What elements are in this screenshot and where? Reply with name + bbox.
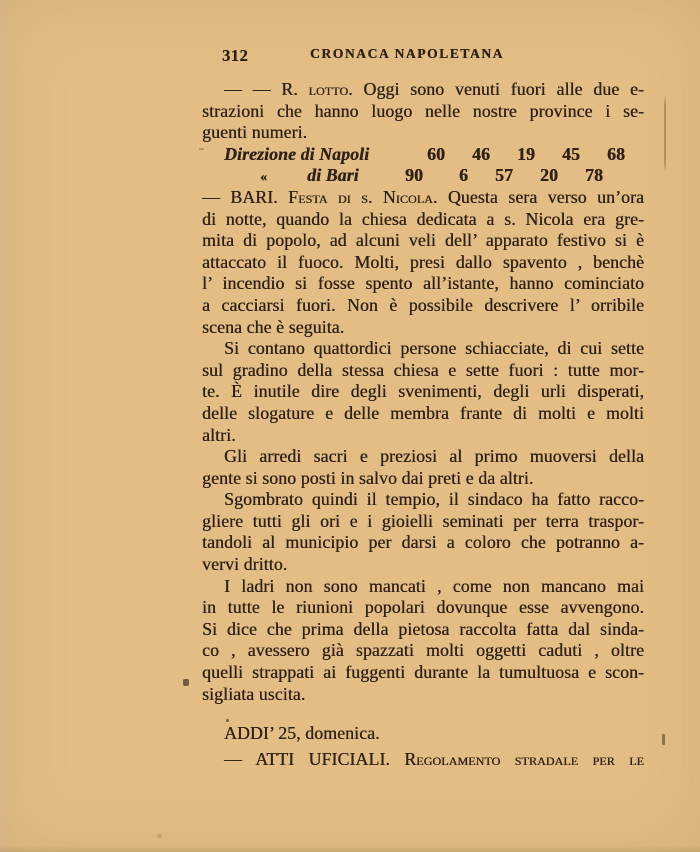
small-caps-text: lotto bbox=[308, 79, 349, 99]
body-text: co , avessero già spazzati molti oggetti caduti , oltre bbox=[202, 640, 644, 661]
text-line bbox=[202, 403, 644, 425]
body-text: quelli strappati ai fuggenti durante la tumultuosa e scon- bbox=[202, 662, 644, 683]
lotto-number: 68 bbox=[607, 143, 625, 164]
body-text: Si dice che prima della pietosa raccolta fatta dal sinda- bbox=[202, 618, 644, 639]
page-text bbox=[202, 79, 644, 770]
text-line bbox=[202, 468, 644, 490]
text-line bbox=[202, 79, 644, 101]
text-line bbox=[202, 723, 644, 745]
lotto-number: 45 bbox=[562, 143, 580, 164]
lotto-number: 19 bbox=[517, 143, 535, 164]
body-text: attaccato il fuoco. Molti, presi dallo spavento , benchè bbox=[202, 251, 644, 272]
scan-artifact-tick bbox=[662, 734, 665, 745]
page-bottom-edge bbox=[0, 846, 700, 852]
body-text: — — R. bbox=[224, 79, 309, 99]
text-line bbox=[202, 662, 644, 684]
lotto-row bbox=[202, 165, 644, 187]
body-text: strazioni che hanno luogo nelle nostre province i se- bbox=[202, 100, 644, 121]
text-line bbox=[202, 640, 644, 662]
page-left-edge bbox=[0, 0, 19, 852]
running-title: CRONACA NAPOLETANA bbox=[310, 46, 504, 61]
text-line bbox=[202, 425, 644, 447]
text-line bbox=[202, 252, 644, 274]
body-text: vervi dritto. bbox=[202, 554, 288, 575]
body-text: Gli arredi sacri e preziosi al primo muoversi della bbox=[224, 446, 644, 467]
body-text: gliere tutti gli ori e i gioielli seminati per terra traspor- bbox=[202, 510, 644, 531]
body-text: Sgombrato quindi il tempio, il sindaco ha fatto racco- bbox=[224, 489, 644, 510]
body-text: in tutte le riunioni popolari dovunque esse avvengono. bbox=[202, 597, 644, 618]
lotto-row bbox=[202, 144, 644, 166]
body-text: — ATTI UFICIALI. bbox=[224, 748, 405, 769]
body-text: . Questa sera verso un’ora bbox=[432, 186, 644, 207]
body-text: . Oggi sono venuti fuori alle due e- bbox=[348, 79, 645, 99]
lotto-number: 20 bbox=[540, 165, 558, 186]
text-line bbox=[202, 446, 644, 468]
text-line bbox=[202, 273, 644, 295]
lotto-number: 6 bbox=[459, 165, 468, 186]
body-text: sigliata uscita. bbox=[202, 683, 306, 704]
body-text: altri. bbox=[202, 424, 236, 445]
text-line bbox=[202, 209, 644, 231]
small-caps-text: Festa di s. Nicola bbox=[288, 186, 433, 207]
text-line bbox=[202, 532, 644, 554]
lotto-number: 46 bbox=[472, 143, 490, 164]
text-line bbox=[202, 295, 644, 317]
text-line bbox=[202, 576, 644, 598]
text-line bbox=[202, 597, 644, 619]
body-text: ADDI’ 25, domenica. bbox=[224, 723, 380, 744]
body-text: I ladri non sono mancati , come non mancano mai bbox=[224, 575, 644, 596]
body-text: gente si sono posti in salvo dai preti e da altri. bbox=[202, 467, 534, 488]
lotto-direction-name: di Bari bbox=[307, 165, 359, 186]
text-line bbox=[202, 360, 644, 382]
body-text: l’ incendio si fosse spento all’istante, hanno cominciato bbox=[202, 273, 644, 294]
lotto-number: 90 bbox=[405, 165, 423, 186]
body-text: delle slogature e delle membra frante di molti e molti bbox=[202, 402, 644, 423]
page-number: 312 bbox=[222, 46, 249, 65]
lotto-number: 60 bbox=[427, 143, 445, 164]
scan-artifact-speck bbox=[183, 679, 189, 686]
text-line bbox=[202, 619, 644, 641]
text-line bbox=[202, 511, 644, 533]
text-line bbox=[202, 230, 644, 252]
body-text: tandoli al municipio per darsi a coloro che potranno a- bbox=[202, 532, 644, 553]
body-text: Si contano quattordici persone schiacciate, di cui sette bbox=[224, 338, 644, 359]
text-line bbox=[202, 317, 644, 339]
text-line bbox=[202, 101, 644, 123]
body-text: di notte, quando la chiesa dedicata a s. Nicola era gre- bbox=[202, 208, 644, 229]
page-header bbox=[202, 46, 644, 64]
lotto-number: 57 bbox=[495, 165, 513, 186]
text-line bbox=[202, 338, 644, 360]
text-line bbox=[202, 749, 644, 771]
small-caps-text: Regolamento stradale per le bbox=[404, 748, 644, 769]
body-text: mita di popolo, ad alcuni veli dell’ apparato festivo si è bbox=[202, 230, 644, 251]
text-line bbox=[202, 684, 644, 706]
lotto-number: 78 bbox=[585, 165, 603, 186]
lotto-row-label bbox=[202, 144, 400, 166]
text-line bbox=[202, 187, 644, 209]
scan-artifact-speck-bottom bbox=[157, 834, 162, 838]
text-line bbox=[202, 381, 644, 403]
body-text: scena che è seguita. bbox=[202, 316, 345, 337]
scan-artifact-vertical-line bbox=[664, 95, 666, 172]
text-line bbox=[202, 554, 644, 576]
lotto-row-label bbox=[202, 165, 378, 187]
body-text: te. È inutile dire degli svenimenti, degli urli disperati, bbox=[202, 381, 644, 402]
body-text: a cacciarsi fuori. Non è possibile descrivere l’ orribile bbox=[202, 294, 644, 315]
body-text: guenti numeri. bbox=[202, 122, 308, 143]
lotto-direction-name: Direzione di Napoli bbox=[224, 143, 370, 164]
body-text: — BARI. bbox=[202, 186, 289, 207]
ditto-mark: « bbox=[260, 170, 268, 186]
text-line bbox=[202, 122, 644, 144]
text-line bbox=[202, 489, 644, 511]
body-text: sul gradino della stessa chiesa e sette fuori : tutte mor- bbox=[202, 359, 644, 380]
